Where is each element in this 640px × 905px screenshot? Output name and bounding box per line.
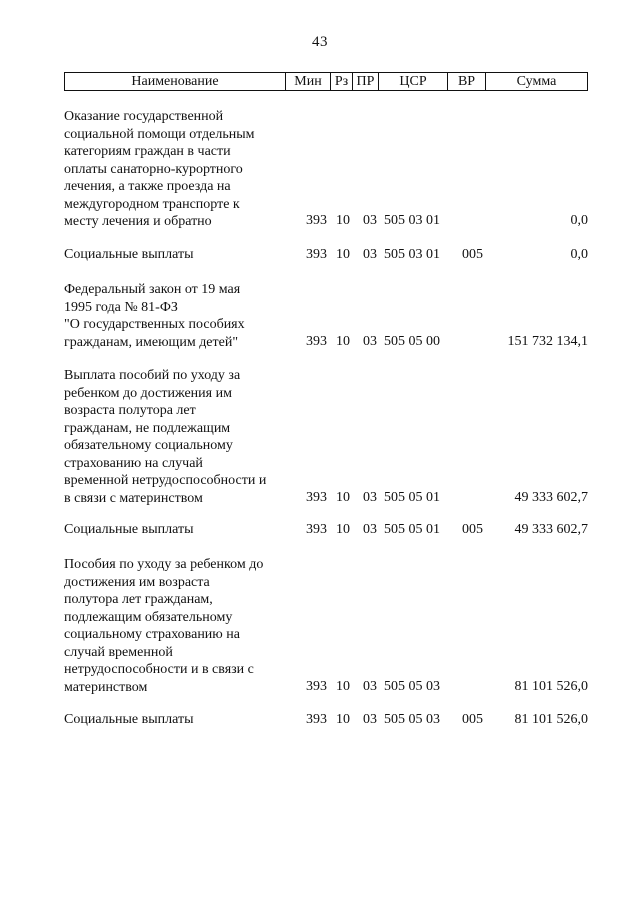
cell-pr: 03: [363, 490, 377, 505]
row-name-line: случай временной: [64, 644, 173, 660]
cell-rz: 10: [336, 247, 350, 262]
row-name-line: Пособия по уходу за ребенком до: [64, 557, 264, 572]
header-pr: ПР: [353, 73, 379, 90]
cell-min: 393: [306, 334, 327, 349]
row-name-line: социальному страхованию на: [64, 627, 240, 642]
row-name-line: месту лечения и обратно: [64, 214, 212, 229]
header-rz: Рз: [331, 73, 353, 90]
header-name: Наименование: [65, 73, 286, 90]
cell-sum: 49 333 602,7: [514, 522, 588, 537]
cell-min: 393: [306, 712, 327, 727]
cell-min: 393: [306, 679, 327, 694]
cell-csr: 505 05 03: [384, 712, 440, 727]
cell-vr: 005: [462, 712, 483, 727]
table-row: [64, 367, 588, 507]
row-name-line: подлежащим обязательному: [64, 609, 233, 625]
row-name-line: 1995 года № 81-ФЗ: [64, 299, 178, 315]
cell-sum: 81 101 526,0: [514, 712, 588, 727]
cell-sum: 0,0: [570, 247, 588, 262]
table-row: [64, 521, 588, 539]
row-name-line: полутора лет гражданам,: [64, 592, 213, 607]
row-name-line: временной нетрудоспособности и: [64, 473, 267, 488]
cell-csr: 505 05 03: [384, 679, 440, 694]
cell-pr: 03: [363, 213, 377, 228]
cell-rz: 10: [336, 334, 350, 349]
row-name-line: гражданам, имеющим детей": [64, 334, 239, 350]
row-name-line: Выплата пособий по уходу за: [64, 368, 241, 383]
row-name-line: Федеральный закон от 19 мая: [64, 282, 241, 297]
row-name-line: нетрудоспособности и в связи с: [64, 662, 254, 677]
header-csr: ЦСР: [379, 73, 448, 90]
row-name-line: лечения, а также проезда на: [64, 179, 231, 194]
row-name-line: "О государственных пособиях: [64, 317, 245, 332]
cell-pr: 03: [363, 334, 377, 349]
cell-min: 393: [306, 247, 327, 262]
table-row: [64, 246, 588, 264]
cell-min: 393: [306, 522, 327, 537]
cell-pr: 03: [363, 679, 377, 694]
row-name-line: ребенком до достижения им: [64, 385, 232, 401]
row-codes: [64, 246, 588, 264]
row-name-line: гражданам, не подлежащим: [64, 420, 231, 436]
header-min: Мин: [286, 73, 331, 90]
cell-sum: 0,0: [570, 213, 588, 228]
cell-vr: 005: [462, 247, 483, 262]
row-codes: [64, 212, 588, 230]
cell-pr: 03: [363, 522, 377, 537]
cell-sum: 151 732 134,1: [507, 334, 588, 349]
row-name-line: в связи с материнством: [64, 490, 203, 506]
cell-sum: 49 333 602,7: [514, 490, 588, 505]
cell-csr: 505 05 01: [384, 490, 440, 505]
row-codes: [64, 678, 588, 696]
cell-rz: 10: [336, 490, 350, 505]
table-row: [64, 281, 588, 351]
table-row: [64, 108, 588, 230]
cell-min: 393: [306, 490, 327, 505]
cell-sum: 81 101 526,0: [514, 679, 588, 694]
header-sum: Сумма: [516, 74, 557, 89]
cell-pr: 03: [363, 712, 377, 727]
row-name-line: Социальные выплаты: [64, 522, 194, 537]
row-codes: [64, 333, 588, 351]
row-name-line: обязательному социальному: [64, 438, 233, 453]
page-number: 43: [312, 34, 328, 50]
cell-pr: 03: [363, 247, 377, 262]
row-name-line: социальной помощи отдельным: [64, 126, 255, 142]
header-vr: ВР: [448, 73, 486, 90]
cell-csr: 505 03 01: [384, 247, 440, 262]
row-codes: [64, 711, 588, 729]
row-name-line: категориям граждан в части: [64, 144, 231, 159]
table-header: [64, 72, 588, 91]
row-codes: [64, 489, 588, 507]
cell-rz: 10: [336, 712, 350, 727]
table-row: [64, 711, 588, 729]
row-name-line: возраста полутора лет: [64, 403, 196, 418]
row-name-line: Оказание государственной: [64, 109, 224, 124]
cell-rz: 10: [336, 679, 350, 694]
row-name-line: Социальные выплаты: [64, 247, 194, 262]
row-name-line: страхованию на случай: [64, 455, 203, 471]
row-codes: [64, 521, 588, 539]
row-name: [64, 367, 294, 507]
row-name-line: оплаты санаторно-курортного: [64, 161, 243, 177]
row-name-line: материнством: [64, 679, 148, 695]
cell-min: 393: [306, 213, 327, 228]
cell-rz: 10: [336, 522, 350, 537]
cell-csr: 505 05 00: [384, 334, 440, 349]
cell-rz: 10: [336, 213, 350, 228]
table-row: [64, 556, 588, 696]
row-name-line: Социальные выплаты: [64, 712, 194, 727]
cell-csr: 505 03 01: [384, 213, 440, 228]
row-name-line: достижения им возраста: [64, 574, 210, 590]
row-name-line: междугородном транспорте к: [64, 196, 240, 212]
cell-csr: 505 05 01: [384, 522, 440, 537]
cell-vr: 005: [462, 522, 483, 537]
row-name: [64, 556, 294, 696]
